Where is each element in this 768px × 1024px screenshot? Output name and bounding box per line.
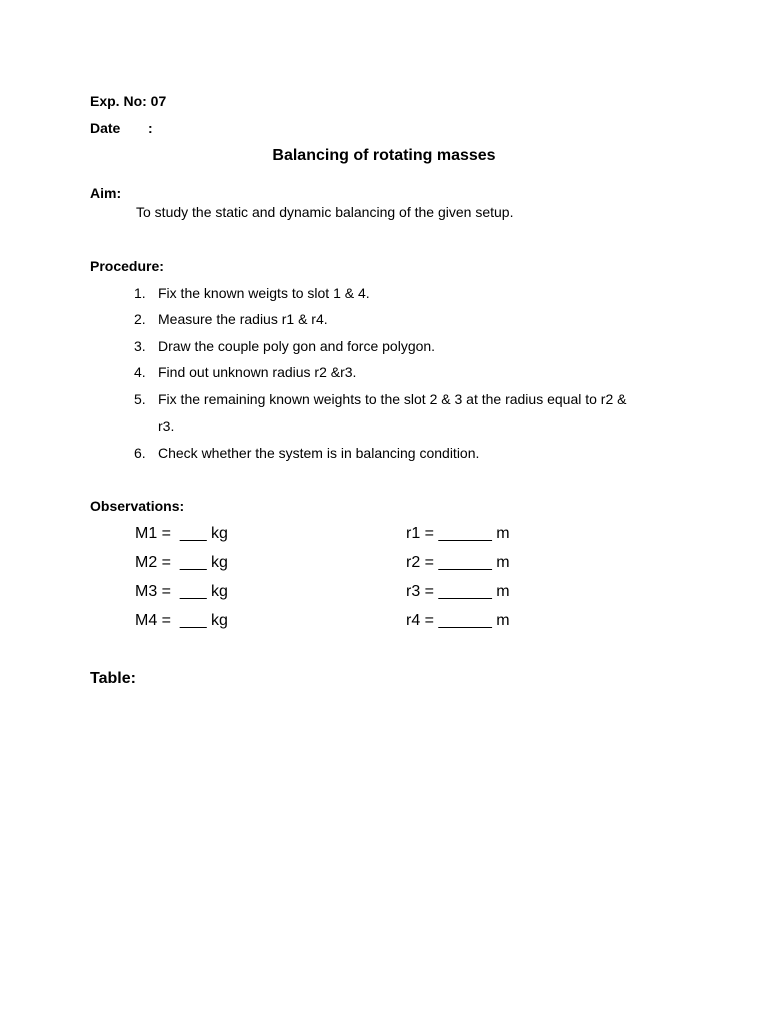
mass-entry: M1 = ___ kg: [135, 525, 228, 542]
exp-number: Exp. No: 07: [90, 93, 167, 109]
aim-heading: Aim:: [90, 185, 122, 201]
step-number: 1.: [134, 285, 146, 301]
step-text-continuation: r3.: [158, 418, 175, 434]
step-number: 5.: [134, 391, 146, 407]
radius-entry: r3 = ______ m: [406, 583, 510, 600]
procedure-heading: Procedure:: [90, 258, 164, 274]
step-number: 6.: [134, 445, 146, 461]
step-number: 4.: [134, 364, 146, 380]
page-title: Balancing of rotating masses: [272, 147, 496, 164]
radius-entry: r4 = ______ m: [406, 612, 510, 629]
aim-text: To study the static and dynamic balancing of the given setup.: [136, 204, 514, 220]
step-text: Check whether the system is in balancing condition.: [158, 445, 480, 461]
step-text: Measure the radius r1 & r4.: [158, 311, 328, 327]
observations-heading: Observations:: [90, 498, 185, 514]
step-text: Fix the known weigts to slot 1 & 4.: [158, 285, 370, 301]
step-number: 2.: [134, 311, 146, 327]
mass-entry: M4 = ___ kg: [135, 612, 228, 629]
mass-entry: M3 = ___ kg: [135, 583, 228, 600]
step-text: Fix the remaining known weights to the slot 2 & 3 at the radius equal to r2 &: [158, 391, 627, 407]
step-text: Find out unknown radius r2 &r3.: [158, 364, 357, 380]
date-colon: :: [148, 120, 153, 136]
date-label: Date: [90, 120, 121, 136]
table-heading: Table:: [90, 670, 136, 687]
radius-entry: r2 = ______ m: [406, 554, 510, 571]
radius-entry: r1 = ______ m: [406, 525, 510, 542]
mass-entry: M2 = ___ kg: [135, 554, 228, 571]
step-text: Draw the couple poly gon and force polygon.: [158, 338, 436, 354]
step-number: 3.: [134, 338, 146, 354]
